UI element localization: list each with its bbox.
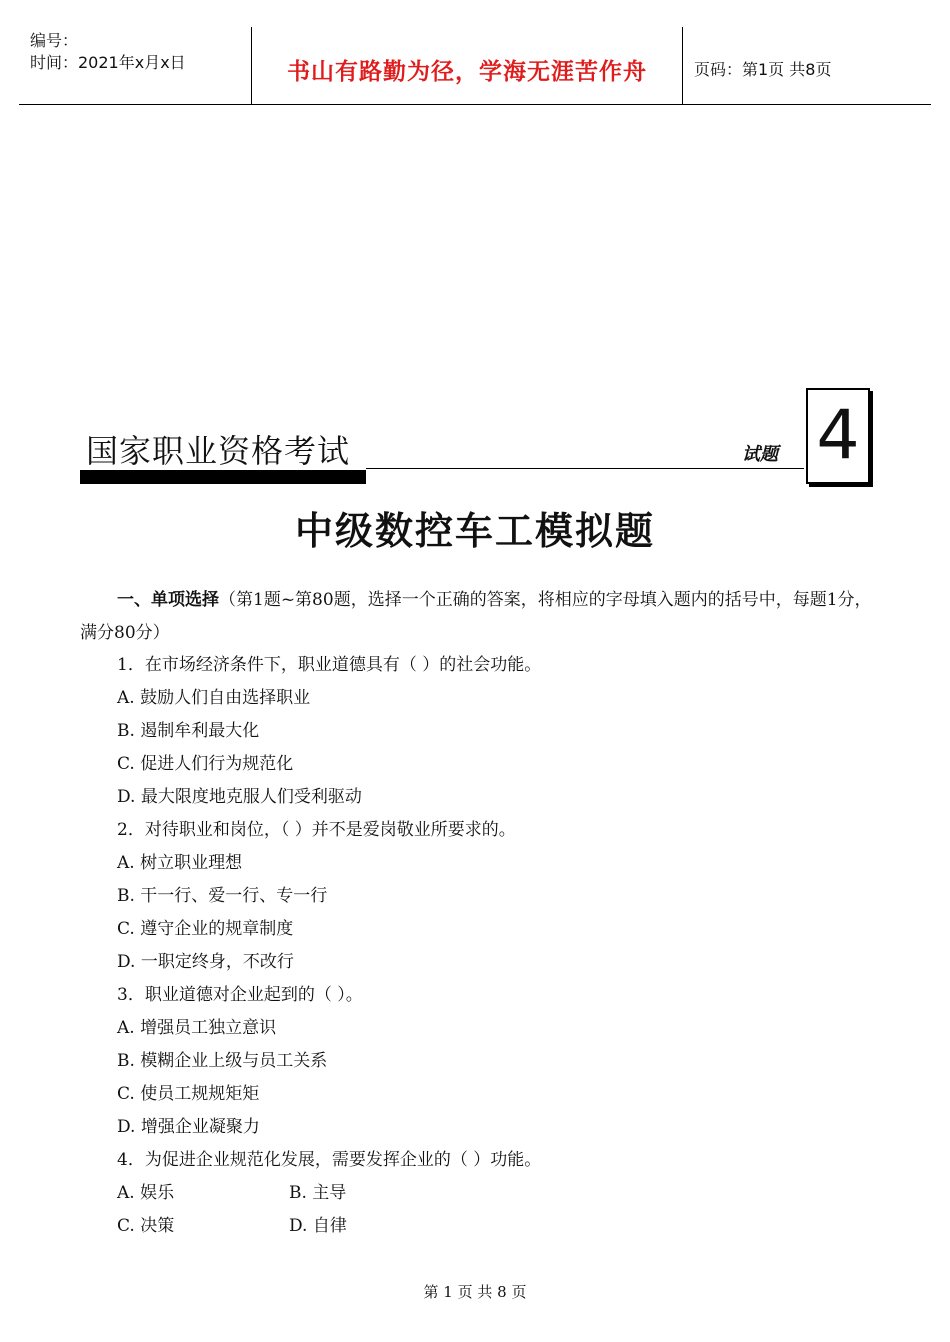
question-option: C. 促进人们行为规范化: [117, 754, 294, 774]
question-stem: 3．职业道德对企业起到的（ ）。: [117, 985, 363, 1005]
banner-rule: [366, 468, 804, 469]
question-option: A. 增强员工独立意识: [117, 1018, 277, 1038]
question-option: C. 使员工规规矩矩: [117, 1084, 260, 1104]
question-stem: 2．对待职业和岗位，（ ）并不是爱岗敬业所要求的。: [117, 820, 516, 840]
question-stem: 1．在市场经济条件下，职业道德具有（ ）的社会功能。: [117, 655, 542, 675]
question-option: A. 鼓励人们自由选择职业: [117, 688, 311, 708]
banner-label: 试题: [742, 444, 778, 465]
exam-number-box: 4: [806, 388, 870, 484]
time-label: 时间：2021年x月x日: [30, 53, 186, 72]
question-option: C. 遵守企业的规章制度: [117, 919, 294, 939]
question-option: A. 树立职业理想: [117, 853, 243, 873]
document-title: 中级数控车工模拟题: [294, 508, 655, 553]
header-meta: [30, 30, 186, 74]
question-option: D. 自律: [289, 1216, 347, 1236]
banner-bar: [80, 470, 366, 484]
question-option: D. 增强企业凝聚力: [117, 1117, 260, 1137]
question-option: D. 最大限度地克服人们受利驱动: [117, 787, 362, 807]
question-stem: 4．为促进企业规范化发展，需要发挥企业的（ ）功能。: [117, 1150, 542, 1170]
question-option: B. 干一行、爱一行、专一行: [117, 886, 328, 906]
exam-org-title: 国家职业资格考试: [86, 432, 351, 470]
serial-label: 编号：: [30, 31, 79, 50]
header-page-info: 页码：第1页 共8页: [694, 60, 832, 79]
section-heading: [80, 584, 880, 650]
header-divider: [682, 27, 683, 104]
header-motto: 书山有路勤为径，学海无涯苦作舟: [287, 59, 647, 85]
section-heading-label: 一、单项选择: [117, 590, 219, 610]
question-option: B. 主导: [289, 1183, 347, 1203]
question-option: B. 遏制牟利最大化: [117, 721, 260, 741]
question-option: D. 一职定终身，不改行: [117, 952, 294, 972]
page-footer: 第 1 页 共 8 页: [423, 1283, 527, 1301]
section-instruction: （第1题~第80题，选择一个正确的答案，将相应的字母填入题内的括号中，每题1分，满分80分）: [80, 590, 872, 643]
question-option: C. 决策: [117, 1216, 175, 1236]
page-header: [19, 27, 931, 105]
question-option: B. 模糊企业上级与员工关系: [117, 1051, 328, 1071]
question-option: A. 娱乐: [117, 1183, 175, 1203]
